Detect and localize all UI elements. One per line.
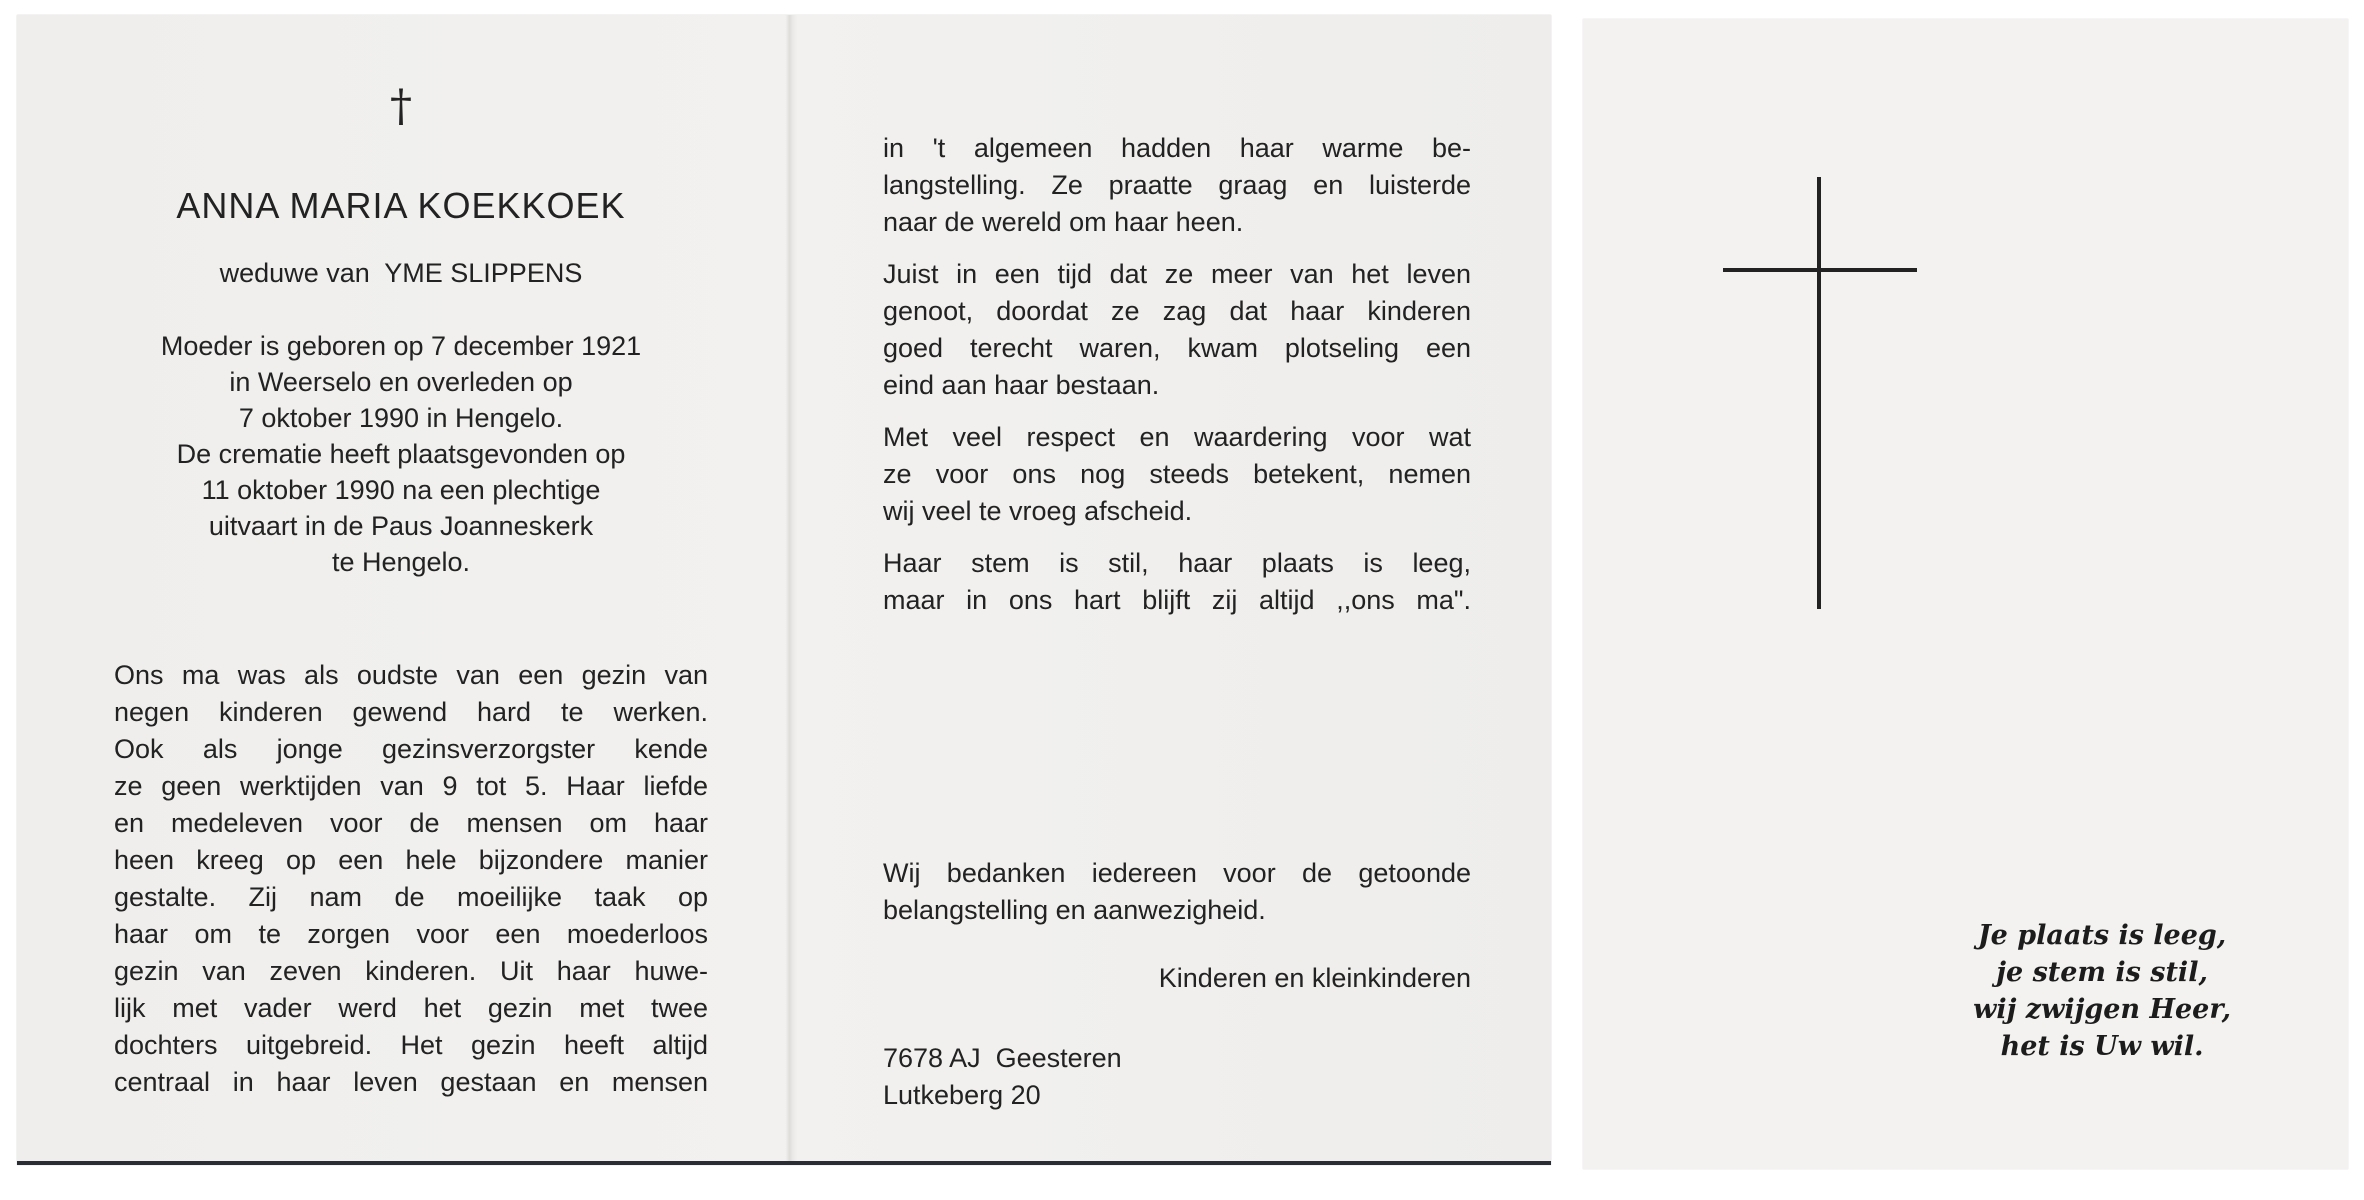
deceased-name: ANNA MARIA KOEKKOEK	[176, 185, 626, 226]
story-line: heen kreeg op een hele bijzondere manier	[114, 845, 708, 875]
story-line: ze voor ons nog steeds betekent, nemen	[883, 459, 1471, 489]
birth-death-details	[17, 328, 785, 580]
story-line: centraal in haar leven gestaan en mensen	[114, 1067, 708, 1097]
cross-icon: †	[390, 81, 412, 132]
story-line: negen kinderen gewend hard te werken.	[114, 697, 708, 727]
birth-line: Moeder is geboren op 7 december 1921	[160, 331, 642, 361]
story-paragraph	[883, 256, 1471, 404]
poem-line: je stem is stil,	[1996, 957, 2208, 988]
story-paragraph	[883, 130, 1471, 241]
story-line: Ook als jonge gezinsverzorgster kende	[114, 734, 708, 764]
story-paragraph	[883, 545, 1471, 619]
birth-line: 11 oktober 1990 na een plechtige	[201, 475, 601, 505]
life-story-part-1	[114, 657, 708, 1101]
story-line: en medeleven voor de mensen om haar	[114, 808, 708, 838]
inner-right-page	[797, 15, 1551, 1161]
story-line: Haar stem is stil, haar plaats is leeg,	[883, 548, 1471, 578]
story-line: wij veel te vroeg afscheid.	[883, 496, 1193, 526]
story-line: langstelling. Ze praatte graag en luisterde	[883, 170, 1471, 200]
story-line: dochters uitgebreid. Het gezin heeft altijd	[114, 1030, 708, 1060]
large-cross-icon	[1723, 177, 1917, 609]
birth-line: uitvaart in de Paus Joanneskerk	[208, 511, 594, 541]
family-address	[883, 1040, 1122, 1114]
poem-line: wij zwijgen Heer,	[1973, 994, 2231, 1025]
story-line: eind aan haar bestaan.	[883, 370, 1160, 400]
poem-line: Je plaats is leeg,	[1977, 920, 2227, 951]
address-line: Lutkeberg 20	[883, 1080, 1041, 1110]
story-line: genoot, doordat ze zag dat haar kinderen	[883, 296, 1471, 326]
poem-line: het is Uw wil.	[2000, 1031, 2204, 1062]
story-line: haar om te zorgen voor een moederloos	[114, 919, 708, 949]
story-line: lijk met vader werd het gezin met twee	[114, 993, 708, 1023]
story-paragraph	[883, 419, 1471, 530]
birth-line: 7 oktober 1990 in Hengelo.	[238, 403, 564, 433]
inner-spread-card	[17, 15, 1551, 1165]
story-line: Ons ma was als oudste van een gezin van	[114, 660, 708, 690]
address-line: 7678 AJ Geesteren	[883, 1043, 1122, 1073]
story-line: Met veel respect en waardering voor wat	[883, 422, 1471, 452]
life-story-part-2	[883, 130, 1471, 634]
birth-line: te Hengelo.	[331, 547, 471, 577]
story-line: naar de wereld om haar heen.	[883, 207, 1244, 237]
story-line: gestalte. Zij nam de moeilijke taak op	[114, 882, 708, 912]
story-line: gezin van zeven kinderen. Uit haar huwe-	[114, 956, 708, 986]
birth-line: De crematie heeft plaatsgevonden op	[176, 439, 626, 469]
family-signature: Kinderen en kleinkinderen	[1158, 963, 1471, 993]
cross-horizontal-bar	[1723, 268, 1917, 272]
thanks-line: Wij bedanken iedereen voor de getoonde	[883, 858, 1471, 888]
memorial-poem	[1973, 917, 2231, 1065]
widow-line: weduwe van YME SLIPPENS	[219, 258, 583, 288]
front-cover-card	[1583, 19, 2348, 1169]
inner-left-page	[17, 15, 785, 1161]
thanks-note	[883, 855, 1471, 929]
birth-line: in Weerselo en overleden op	[229, 367, 573, 397]
story-line: maar in ons hart blijft zij altijd ,,ons ma".	[883, 585, 1471, 615]
story-line: ze geen werktijden van 9 tot 5. Haar liefde	[114, 771, 708, 801]
card-fold	[785, 15, 797, 1161]
thanks-line: belangstelling en aanwezigheid.	[883, 895, 1266, 925]
cross-vertical-bar	[1817, 177, 1821, 609]
story-line: in 't algemeen hadden haar warme be-	[883, 133, 1471, 163]
story-line: goed terecht waren, kwam plotseling een	[883, 333, 1471, 363]
story-line: Juist in een tijd dat ze meer van het leven	[883, 259, 1471, 289]
